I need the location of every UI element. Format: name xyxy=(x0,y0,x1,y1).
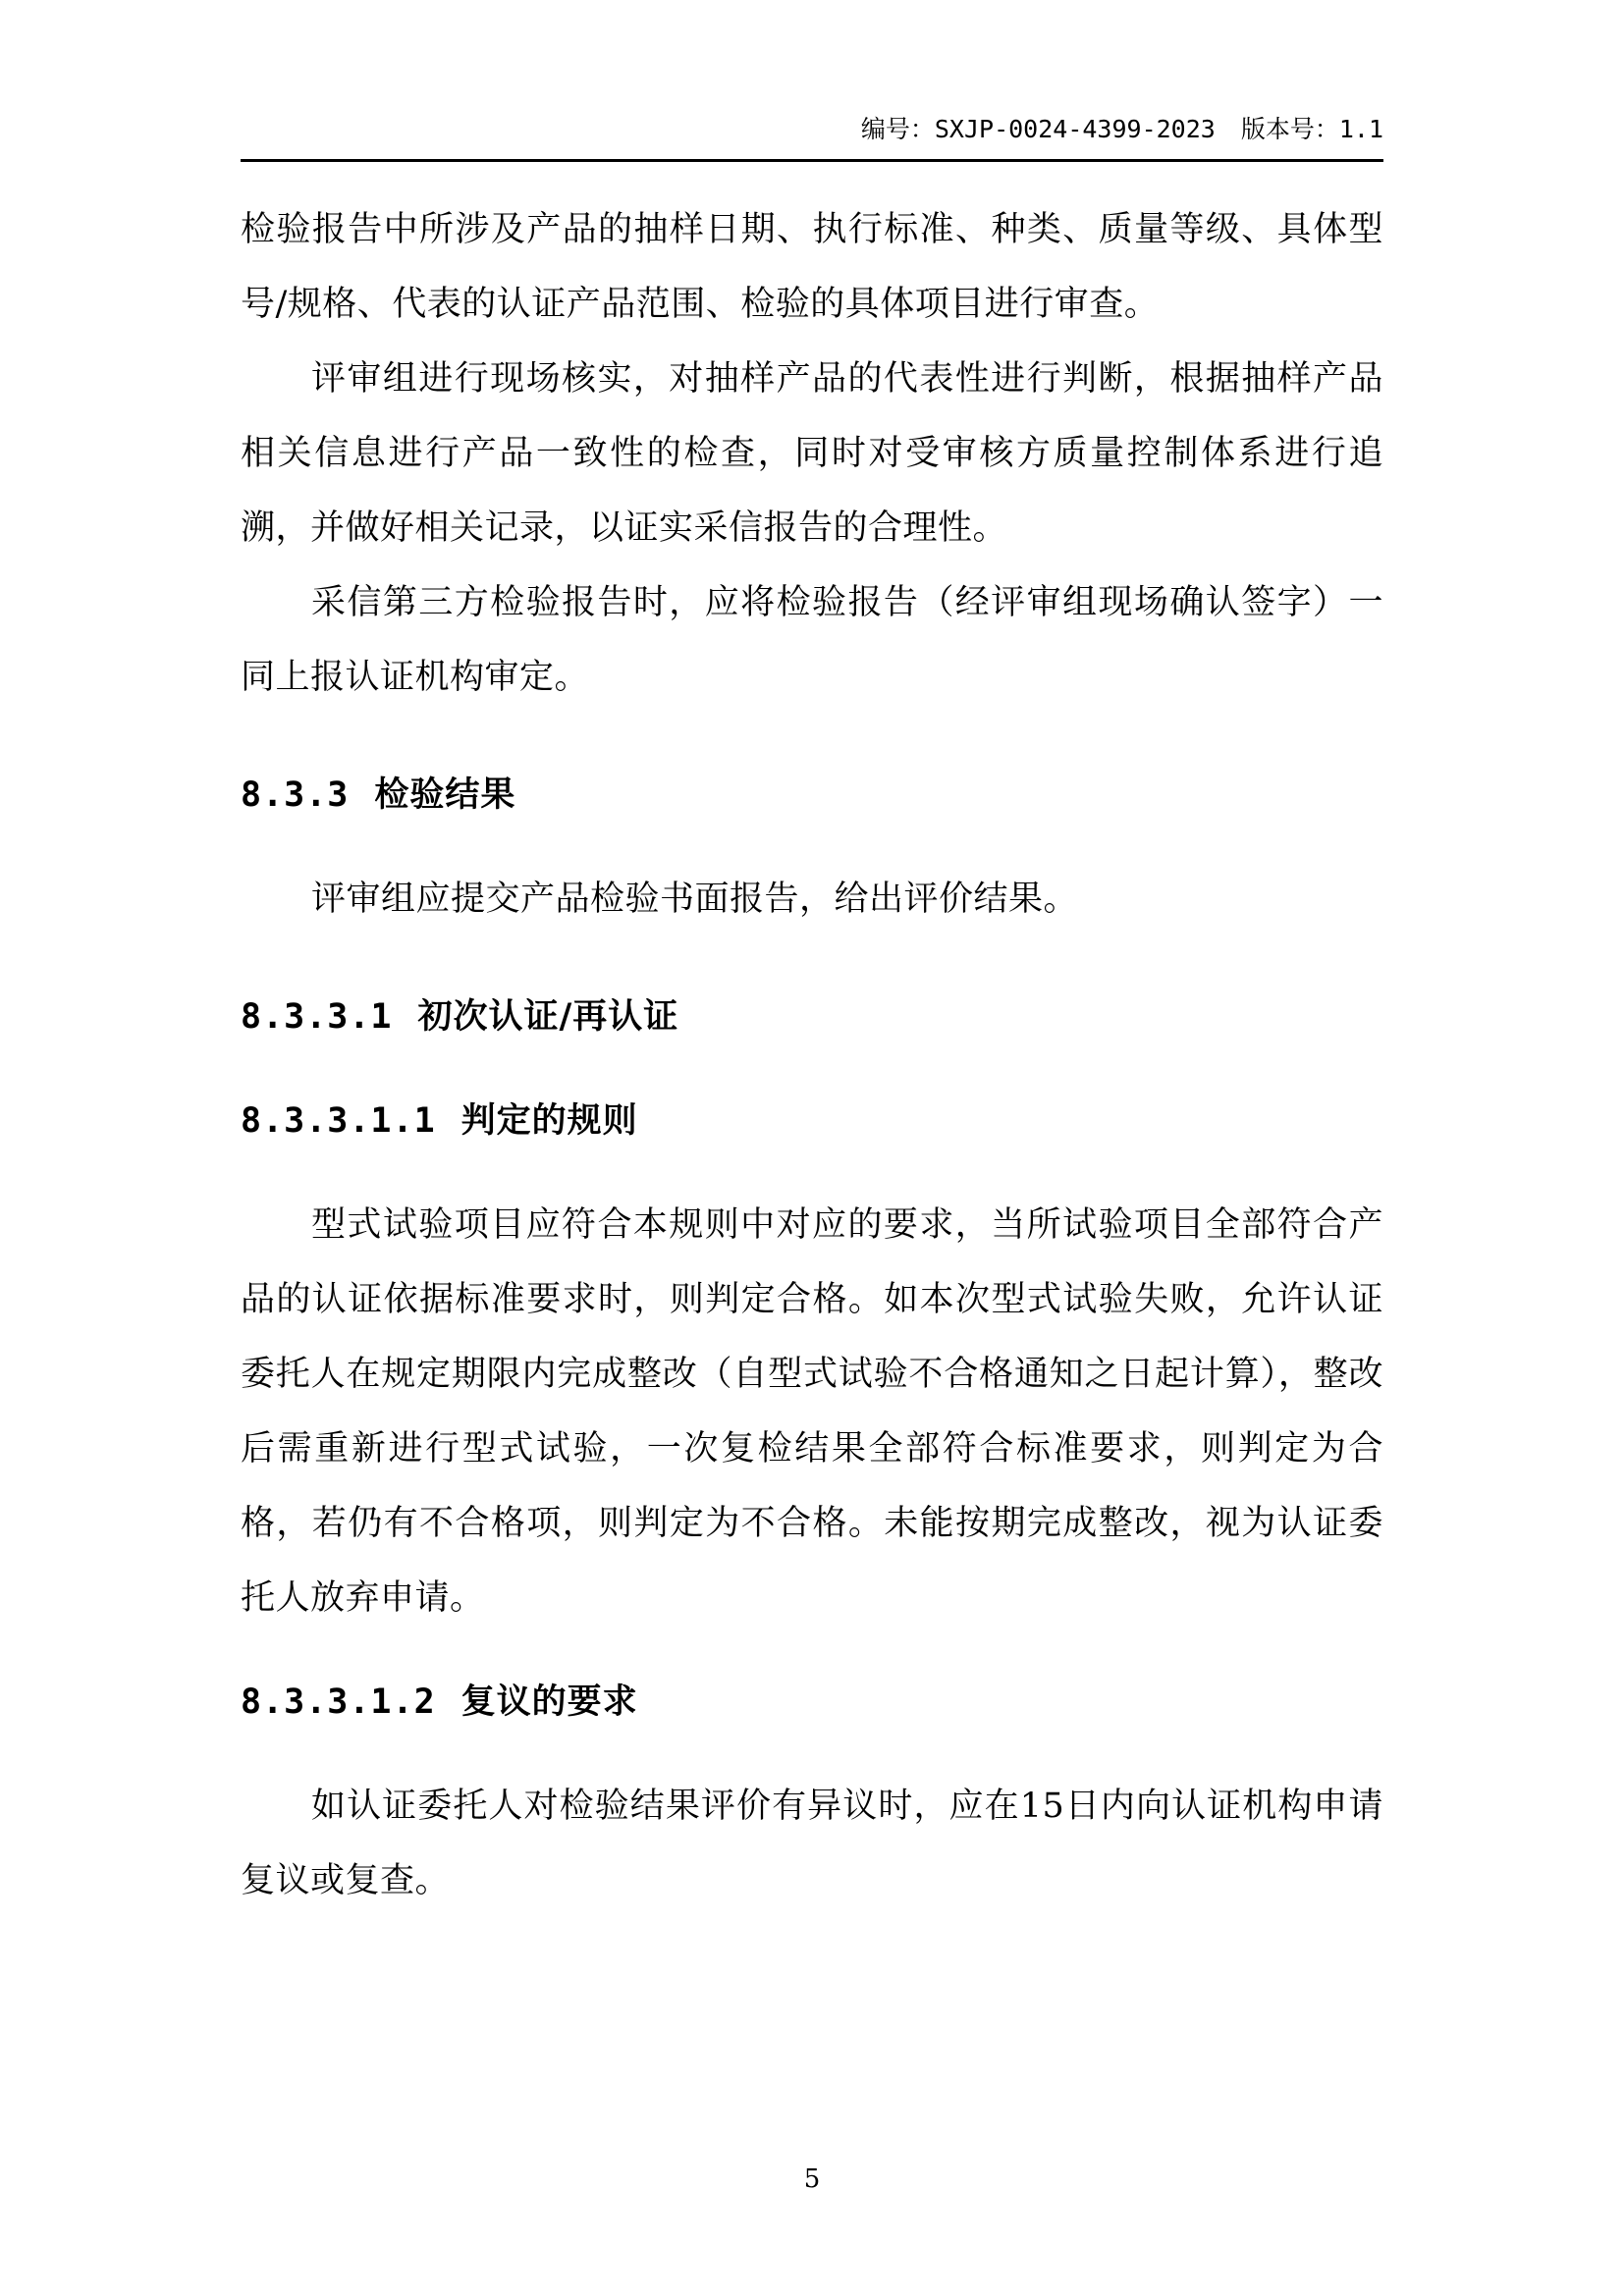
document-body xyxy=(241,192,1383,1918)
paragraph-inspection-result: 评审组应提交产品检验书面报告，给出评价结果。 xyxy=(311,880,1079,919)
paragraph-onsite-verification: 评审组进行现场核实，对抽样产品的代表性进行判断，根据抽样产品相关信息进行产品一致性的检查，同时对受审核方质量控制体系进行追溯，并做好相关记录，以证实采信报告的合理性。 xyxy=(241,359,1383,548)
spacer xyxy=(241,715,1383,758)
header-divider xyxy=(241,159,1383,162)
spacer xyxy=(241,1739,1383,1769)
heading-8-3-3-1-1 xyxy=(241,1084,1383,1158)
heading-number: 8.3.3.1 xyxy=(241,997,393,1037)
heading-number: 8.3.3 xyxy=(241,775,350,815)
paragraph-review-request: 如认证委托人对检验结果评价有异议时，应在15日内向认证机构申请复议或复查。 xyxy=(241,1787,1383,1900)
heading-title: 检验结果 xyxy=(374,775,516,815)
document-number: 编号：SXJP-0024-4399-2023 xyxy=(860,115,1216,143)
paragraph-type-test-rules: 型式试验项目应符合本规则中对应的要求，当所试验项目全部符合产品的认证依据标准要求时，则判定合格。如本次型式试验失败，允许认证委托人在规定期限内完成整改（自型式试验不合格通知之日起计算），整改后需重新进行型式试验，一次复检结果全部符合标准要求，则判定为合格，若仍有不合格项，则判定为不合格。未能按期完成整改，视为认证委托人放弃申请。 xyxy=(241,1205,1383,1618)
document-version: 版本号：1.1 xyxy=(1240,115,1383,143)
heading-title: 复议的要求 xyxy=(460,1682,638,1722)
heading-8-3-3 xyxy=(241,758,1383,832)
spacer xyxy=(241,1054,1383,1084)
page-footer xyxy=(0,2164,1624,2194)
heading-number: 8.3.3.1.2 xyxy=(241,1682,436,1722)
spacer xyxy=(241,1158,1383,1188)
page-header xyxy=(241,110,1383,162)
header-text xyxy=(241,110,1383,159)
page-number: 5 xyxy=(803,2164,821,2194)
heading-number: 8.3.3.1.1 xyxy=(241,1101,436,1141)
heading-8-3-3-1 xyxy=(241,980,1383,1054)
heading-title: 判定的规则 xyxy=(460,1101,638,1141)
heading-8-3-3-1-2 xyxy=(241,1665,1383,1739)
spacer xyxy=(241,832,1383,862)
spacer xyxy=(241,936,1383,980)
heading-title: 初次认证/再认证 xyxy=(417,997,679,1037)
spacer xyxy=(241,1635,1383,1665)
paragraph-continued: 检验报告中所涉及产品的抽样日期、执行标准、种类、质量等级、具体型号/规格、代表的认证产品范围、检验的具体项目进行审查。 xyxy=(241,210,1383,324)
paragraph-third-party-report: 采信第三方检验报告时，应将检验报告（经评审组现场确认签字）一同上报认证机构审定。 xyxy=(241,583,1383,697)
